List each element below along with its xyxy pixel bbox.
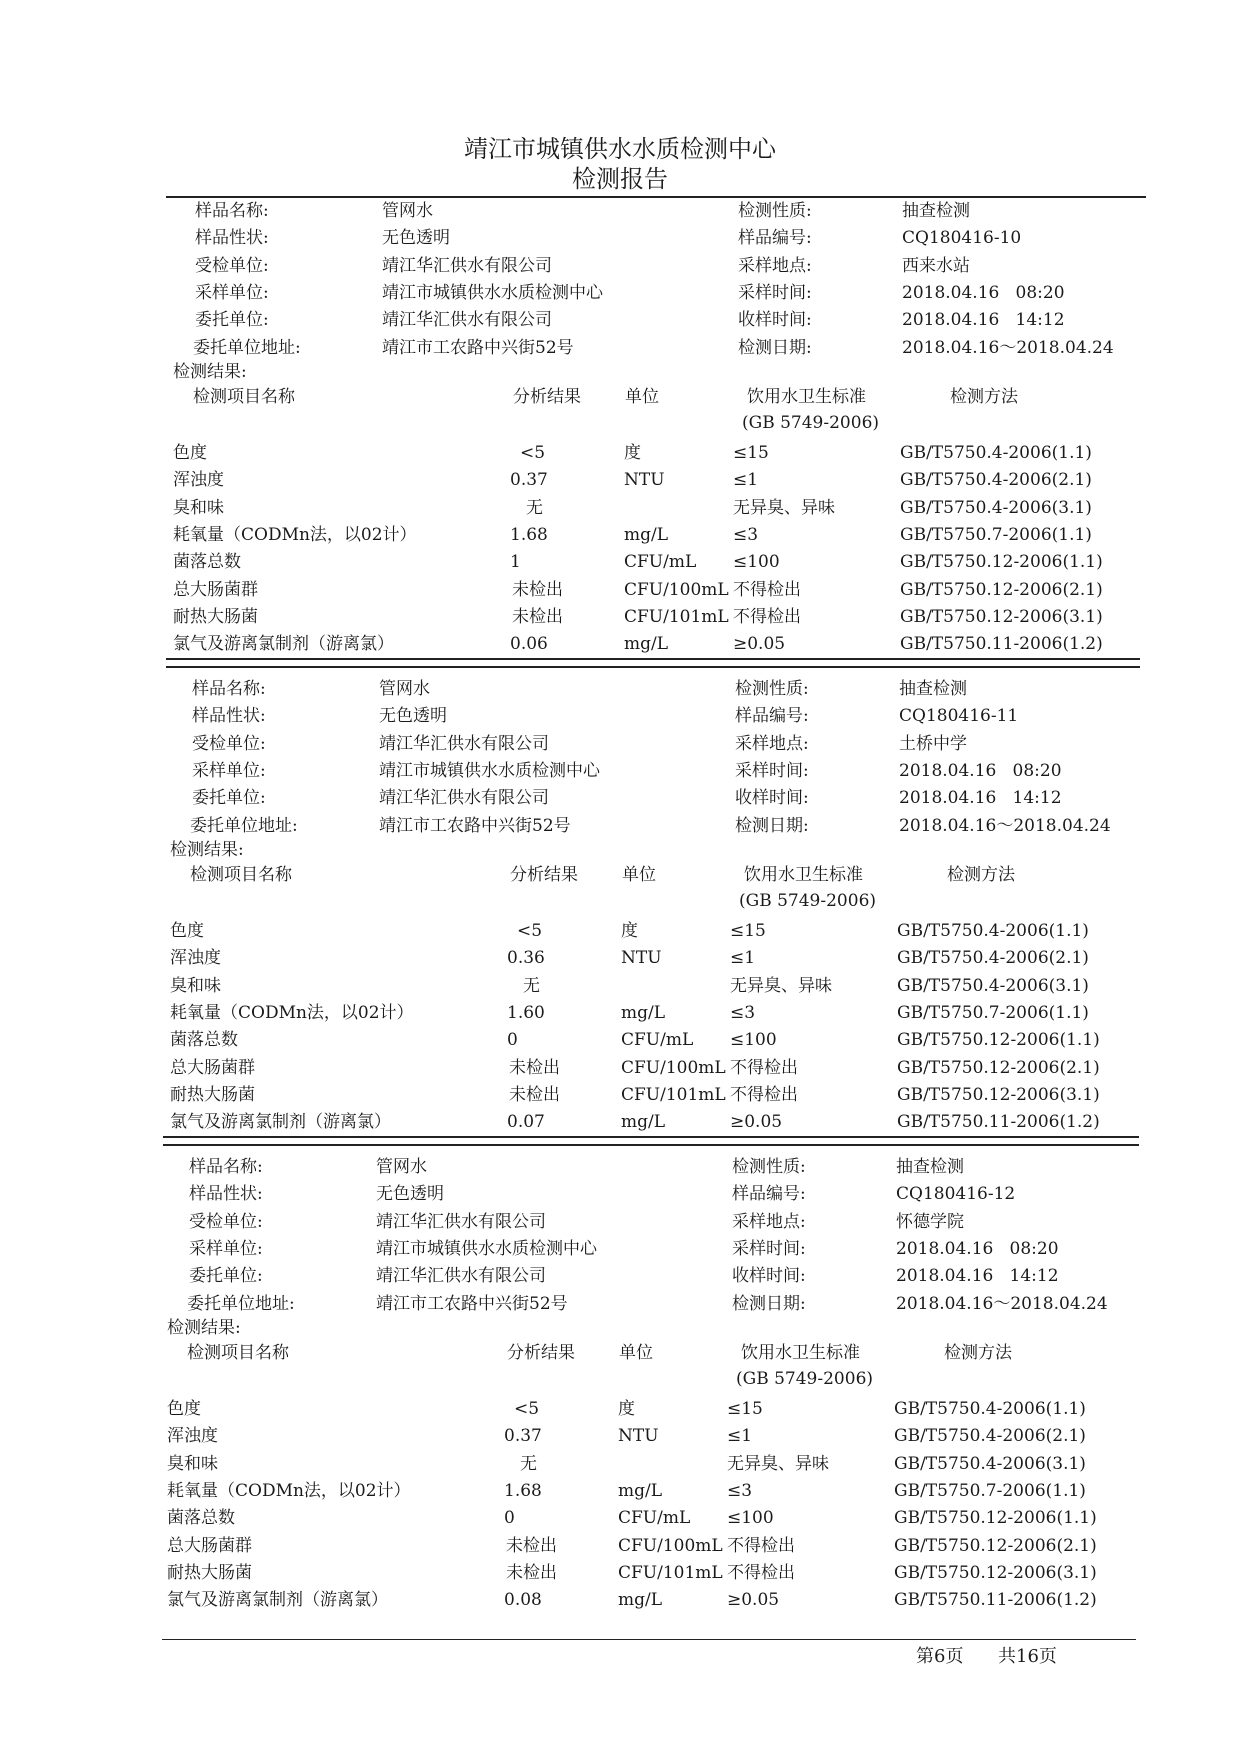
info-row	[0, 731, 1240, 758]
standard-value: ≤1	[733, 470, 759, 491]
sampling-time-label: 采样时间:	[738, 282, 812, 303]
sample-name-label: 样品名称:	[195, 201, 269, 221]
item-name: 菌落总数	[173, 552, 241, 573]
test-nature-value: 抽查检测	[899, 679, 967, 699]
result-value: 0	[504, 1508, 515, 1529]
result-value: 0	[507, 1030, 518, 1051]
sampling-unit-value: 靖江市城镇供水水质检测中心	[376, 1238, 597, 1259]
standard-value: ≥0.05	[727, 1590, 780, 1611]
sample-no-value: CQ180416-12	[896, 1184, 1016, 1205]
method-value: GB/T5750.12-2006(1.1)	[900, 552, 1103, 573]
sample-state-value: 无色透明	[376, 1184, 444, 1205]
sampling-site-value: 西来水站	[902, 255, 970, 276]
method-value: GB/T5750.7-2006(1.1)	[900, 524, 1092, 545]
info-row	[0, 703, 1240, 730]
sampling-unit-value: 靖江市城镇供水水质检测中心	[379, 760, 600, 781]
table-row	[0, 1505, 1240, 1532]
standard-value: 不得检出	[727, 1562, 795, 1583]
inspected-unit-value: 靖江华汇供水有限公司	[382, 255, 552, 276]
result-value: 未检出	[509, 1057, 560, 1078]
col-unit-header: 单位	[622, 865, 656, 885]
client-unit-label: 委托单位:	[192, 788, 266, 809]
col-standard-header: 饮用水卫生标准	[744, 865, 863, 885]
col-result-header: 分析结果	[510, 865, 578, 885]
unit-value: 度	[624, 443, 641, 463]
info-row	[0, 1154, 1240, 1181]
standard-value: ≤3	[733, 524, 759, 545]
sampling-site-label: 采样地点:	[732, 1211, 806, 1232]
client-address-value: 靖江市工农路中兴街52号	[379, 815, 571, 836]
column-header-row-2	[0, 410, 1240, 437]
test-date-label: 检测日期:	[738, 337, 812, 358]
unit-value: NTU	[618, 1426, 659, 1447]
method-value: GB/T5750.4-2006(1.1)	[900, 443, 1092, 463]
inspected-unit-label: 受检单位:	[189, 1211, 263, 1232]
test-nature-value: 抽查检测	[902, 201, 970, 221]
results-heading-row	[0, 1315, 1240, 1342]
standard-value: ≤3	[730, 1002, 756, 1023]
result-value: 未检出	[512, 579, 563, 600]
unit-value: CFU/mL	[621, 1030, 694, 1051]
standard-value: 无异臭、异味	[730, 975, 832, 996]
sampling-time-value: 2018.04.16 08:20	[896, 1238, 1059, 1259]
receiving-time-label: 收样时间:	[735, 788, 809, 809]
method-value: GB/T5750.11-2006(1.2)	[894, 1590, 1097, 1611]
info-row	[0, 198, 1240, 225]
client-unit-value: 靖江华汇供水有限公司	[376, 1266, 546, 1287]
sample-state-value: 无色透明	[379, 706, 447, 727]
sample-name-value: 管网水	[382, 201, 433, 221]
sampling-site-label: 采样地点:	[738, 255, 812, 276]
table-row	[0, 1055, 1240, 1082]
sample-state-label: 样品性状:	[192, 706, 266, 727]
results-heading-row	[0, 837, 1240, 864]
item-name: 浑浊度	[173, 470, 224, 491]
item-name: 浑浊度	[170, 948, 221, 969]
result-value: 无	[520, 1453, 537, 1474]
unit-value: mg/L	[624, 524, 669, 545]
sampling-time-value: 2018.04.16 08:20	[899, 760, 1062, 781]
result-value: 无	[526, 497, 543, 518]
method-value: GB/T5750.12-2006(3.1)	[897, 1084, 1100, 1105]
standard-value: 无异臭、异味	[733, 497, 835, 518]
item-name: 耗氧量（CODMn法，以02计）	[170, 1002, 414, 1023]
block-divider	[163, 1136, 1139, 1138]
sample-no-value: CQ180416-11	[899, 706, 1019, 727]
receiving-time-value: 2018.04.16 14:12	[902, 310, 1065, 331]
method-value: GB/T5750.11-2006(1.2)	[900, 634, 1103, 655]
info-row	[0, 1263, 1240, 1290]
unit-value: 度	[618, 1399, 635, 1419]
sampling-unit-label: 采样单位:	[195, 282, 269, 303]
test-nature-value: 抽查检测	[896, 1157, 964, 1177]
result-value: 0.37	[504, 1426, 542, 1447]
client-address-label: 委托单位地址:	[187, 1293, 295, 1314]
unit-value: CFU/100mL	[624, 579, 729, 600]
org-title: 靖江市城镇供水水质检测中心	[464, 135, 776, 163]
sample-state-label: 样品性状:	[195, 228, 269, 249]
item-name: 色度	[173, 443, 207, 463]
inspected-unit-value: 靖江华汇供水有限公司	[376, 1211, 546, 1232]
sampling-time-value: 2018.04.16 08:20	[902, 282, 1065, 303]
table-row	[0, 918, 1240, 945]
sampling-unit-value: 靖江市城镇供水水质检测中心	[382, 282, 603, 303]
column-header-row	[0, 862, 1240, 889]
item-name: 耗氧量（CODMn法，以02计）	[167, 1480, 411, 1501]
col-standard-header: 饮用水卫生标准	[741, 1343, 860, 1363]
unit-value: NTU	[624, 470, 665, 491]
standard-value: ≤100	[727, 1508, 774, 1529]
item-name: 耐热大肠菌	[170, 1084, 255, 1105]
item-name: 氯气及游离氯制剂（游离氯）	[167, 1590, 388, 1611]
item-name: 臭和味	[167, 1453, 218, 1474]
standard-value: 不得检出	[733, 579, 801, 600]
item-name: 耐热大肠菌	[173, 606, 258, 627]
method-value: GB/T5750.12-2006(3.1)	[900, 606, 1103, 627]
result-value: <5	[517, 921, 543, 941]
method-value: GB/T5750.7-2006(1.1)	[894, 1480, 1086, 1501]
info-row	[0, 307, 1240, 334]
unit-value: CFU/101mL	[621, 1084, 726, 1105]
table-row	[0, 1478, 1240, 1505]
col-standard-header: 饮用水卫生标准	[747, 387, 866, 407]
info-row	[0, 1236, 1240, 1263]
col-method-header: 检测方法	[947, 865, 1015, 885]
item-name: 菌落总数	[170, 1030, 238, 1051]
result-value: <5	[514, 1399, 540, 1419]
results-heading-row	[0, 359, 1240, 386]
sampling-site-label: 采样地点:	[735, 733, 809, 754]
item-name: 臭和味	[173, 497, 224, 518]
block-divider	[166, 658, 1140, 660]
table-row	[0, 1587, 1240, 1614]
sampling-time-label: 采样时间:	[735, 760, 809, 781]
unit-value: CFU/mL	[618, 1508, 691, 1529]
standard-value: 不得检出	[733, 606, 801, 627]
table-row	[0, 577, 1240, 604]
standard-value: ≥0.05	[733, 634, 786, 655]
inspected-unit-value: 靖江华汇供水有限公司	[379, 733, 549, 754]
standard-value: 不得检出	[727, 1535, 795, 1556]
item-name: 总大肠菌群	[167, 1535, 252, 1556]
table-row	[0, 549, 1240, 576]
client-address-label: 委托单位地址:	[193, 337, 301, 358]
item-name: 氯气及游离氯制剂（游离氯）	[173, 634, 394, 655]
table-row	[0, 1082, 1240, 1109]
client-unit-value: 靖江华汇供水有限公司	[382, 310, 552, 331]
method-value: GB/T5750.4-2006(3.1)	[900, 497, 1092, 518]
col-standard-ref: (GB 5749-2006)	[736, 1369, 874, 1389]
results-label: 检测结果:	[167, 1318, 241, 1338]
info-row	[0, 1209, 1240, 1236]
sampling-unit-label: 采样单位:	[192, 760, 266, 781]
unit-value: NTU	[621, 948, 662, 969]
unit-value: mg/L	[624, 634, 669, 655]
column-header-row-2	[0, 888, 1240, 915]
block-divider	[163, 1144, 1139, 1146]
method-value: GB/T5750.12-2006(1.1)	[894, 1508, 1097, 1529]
sample-name-label: 样品名称:	[192, 679, 266, 699]
result-value: 未检出	[506, 1562, 557, 1583]
method-value: GB/T5750.11-2006(1.2)	[897, 1112, 1100, 1133]
method-value: GB/T5750.4-2006(3.1)	[897, 975, 1089, 996]
page-total: 共16页	[998, 1646, 1057, 1667]
standard-value: ≤3	[727, 1480, 753, 1501]
table-row	[0, 1560, 1240, 1587]
standard-value: ≤1	[730, 948, 756, 969]
client-unit-label: 委托单位:	[195, 310, 269, 331]
receiving-time-value: 2018.04.16 14:12	[896, 1266, 1059, 1287]
client-unit-value: 靖江华汇供水有限公司	[379, 788, 549, 809]
unit-value: mg/L	[618, 1480, 663, 1501]
table-row	[0, 1533, 1240, 1560]
sample-name-value: 管网水	[376, 1157, 427, 1177]
result-value: 0.07	[507, 1112, 545, 1133]
standard-value: ≤1	[727, 1426, 753, 1447]
item-name: 耗氧量（CODMn法，以02计）	[173, 524, 417, 545]
divider-bottom	[162, 1639, 1136, 1640]
result-value: 未检出	[506, 1535, 557, 1556]
standard-value: ≤100	[730, 1030, 777, 1051]
table-row	[0, 1109, 1240, 1136]
unit-value: CFU/101mL	[624, 606, 729, 627]
col-standard-ref: (GB 5749-2006)	[742, 413, 880, 433]
item-name: 氯气及游离氯制剂（游离氯）	[170, 1112, 391, 1133]
method-value: GB/T5750.4-2006(2.1)	[900, 470, 1092, 491]
table-row	[0, 495, 1240, 522]
standard-value: ≥0.05	[730, 1112, 783, 1133]
item-name: 耐热大肠菌	[167, 1562, 252, 1583]
item-name: 色度	[170, 921, 204, 941]
test-nature-label: 检测性质:	[735, 679, 809, 699]
standard-value: 不得检出	[730, 1084, 798, 1105]
info-row	[0, 225, 1240, 252]
result-value: 0.08	[504, 1590, 542, 1611]
result-value: 1	[510, 552, 521, 573]
test-date-value: 2018.04.16～2018.04.24	[902, 337, 1114, 358]
inspected-unit-label: 受检单位:	[192, 733, 266, 754]
unit-value: mg/L	[621, 1002, 666, 1023]
standard-value: ≤15	[727, 1399, 763, 1419]
results-label: 检测结果:	[170, 840, 244, 860]
client-address-label: 委托单位地址:	[190, 815, 298, 836]
col-result-header: 分析结果	[507, 1343, 575, 1363]
result-value: 1.68	[510, 524, 548, 545]
report-title: 检测报告	[572, 165, 668, 193]
col-unit-header: 单位	[625, 387, 659, 407]
col-standard-ref: (GB 5749-2006)	[739, 891, 877, 911]
result-value: 0.37	[510, 470, 548, 491]
method-value: GB/T5750.4-2006(2.1)	[894, 1426, 1086, 1447]
unit-value: mg/L	[618, 1590, 663, 1611]
info-row	[0, 1291, 1240, 1318]
column-header-row	[0, 1340, 1240, 1367]
info-row	[0, 785, 1240, 812]
sampling-time-label: 采样时间:	[732, 1238, 806, 1259]
standard-value: 不得检出	[730, 1057, 798, 1078]
info-row	[0, 253, 1240, 280]
info-row	[0, 758, 1240, 785]
unit-value: 度	[621, 921, 638, 941]
sample-no-label: 样品编号:	[735, 706, 809, 727]
sample-name-label: 样品名称:	[189, 1157, 263, 1177]
sample-name-value: 管网水	[379, 679, 430, 699]
item-name: 总大肠菌群	[173, 579, 258, 600]
standard-value: ≤15	[730, 921, 766, 941]
results-label: 检测结果:	[173, 362, 247, 382]
col-result-header: 分析结果	[513, 387, 581, 407]
standard-value: ≤100	[733, 552, 780, 573]
col-unit-header: 单位	[619, 1343, 653, 1363]
method-value: GB/T5750.4-2006(1.1)	[894, 1399, 1086, 1419]
method-value: GB/T5750.12-2006(1.1)	[897, 1030, 1100, 1051]
receiving-time-label: 收样时间:	[732, 1266, 806, 1287]
table-row	[0, 467, 1240, 494]
info-row	[0, 676, 1240, 703]
result-value: 1.60	[507, 1002, 545, 1023]
test-nature-label: 检测性质:	[738, 201, 812, 221]
unit-value: CFU/100mL	[618, 1535, 723, 1556]
standard-value: 无异臭、异味	[727, 1453, 829, 1474]
receiving-time-value: 2018.04.16 14:12	[899, 788, 1062, 809]
sample-no-value: CQ180416-10	[902, 228, 1022, 249]
sample-state-value: 无色透明	[382, 228, 450, 249]
table-row	[0, 440, 1240, 467]
method-value: GB/T5750.12-2006(2.1)	[894, 1535, 1097, 1556]
method-value: GB/T5750.7-2006(1.1)	[897, 1002, 1089, 1023]
table-row	[0, 522, 1240, 549]
info-row	[0, 280, 1240, 307]
test-date-value: 2018.04.16～2018.04.24	[896, 1293, 1108, 1314]
client-unit-label: 委托单位:	[189, 1266, 263, 1287]
result-value: <5	[520, 443, 546, 463]
item-name: 总大肠菌群	[170, 1057, 255, 1078]
unit-value: CFU/101mL	[618, 1562, 723, 1583]
item-name: 色度	[167, 1399, 201, 1419]
result-value: 无	[523, 975, 540, 996]
sample-no-label: 样品编号:	[738, 228, 812, 249]
receiving-time-label: 收样时间:	[738, 310, 812, 331]
method-value: GB/T5750.4-2006(2.1)	[897, 948, 1089, 969]
method-value: GB/T5750.4-2006(1.1)	[897, 921, 1089, 941]
block-divider	[166, 666, 1140, 668]
table-row	[0, 1396, 1240, 1423]
table-row	[0, 1027, 1240, 1054]
sampling-site-value: 土桥中学	[899, 733, 967, 754]
sample-state-label: 样品性状:	[189, 1184, 263, 1205]
column-header-row	[0, 384, 1240, 411]
unit-value: CFU/mL	[624, 552, 697, 573]
inspected-unit-label: 受检单位:	[195, 255, 269, 276]
sampling-unit-label: 采样单位:	[189, 1238, 263, 1259]
client-address-value: 靖江市工农路中兴街52号	[382, 337, 574, 358]
test-date-label: 检测日期:	[732, 1293, 806, 1314]
method-value: GB/T5750.12-2006(2.1)	[897, 1057, 1100, 1078]
result-value: 1.68	[504, 1480, 542, 1501]
method-value: GB/T5750.12-2006(3.1)	[894, 1562, 1097, 1583]
info-row	[0, 1181, 1240, 1208]
test-date-label: 检测日期:	[735, 815, 809, 836]
col-item-header: 检测项目名称	[190, 865, 292, 885]
table-row	[0, 945, 1240, 972]
table-row	[0, 1423, 1240, 1450]
table-row	[0, 973, 1240, 1000]
info-row	[0, 335, 1240, 362]
table-row	[0, 1000, 1240, 1027]
info-row	[0, 813, 1240, 840]
method-value: GB/T5750.12-2006(2.1)	[900, 579, 1103, 600]
col-item-header: 检测项目名称	[193, 387, 295, 407]
item-name: 菌落总数	[167, 1508, 235, 1529]
col-item-header: 检测项目名称	[187, 1343, 289, 1363]
table-row	[0, 631, 1240, 658]
table-row	[0, 1451, 1240, 1478]
result-value: 未检出	[509, 1084, 560, 1105]
test-nature-label: 检测性质:	[732, 1157, 806, 1177]
test-date-value: 2018.04.16～2018.04.24	[899, 815, 1111, 836]
col-method-header: 检测方法	[944, 1343, 1012, 1363]
sampling-site-value: 怀德学院	[896, 1211, 964, 1232]
unit-value: mg/L	[621, 1112, 666, 1133]
col-method-header: 检测方法	[950, 387, 1018, 407]
page-number: 第6页	[916, 1646, 964, 1667]
column-header-row-2	[0, 1366, 1240, 1393]
client-address-value: 靖江市工农路中兴街52号	[376, 1293, 568, 1314]
item-name: 浑浊度	[167, 1426, 218, 1447]
unit-value: CFU/100mL	[621, 1057, 726, 1078]
result-value: 0.36	[507, 948, 545, 969]
sample-no-label: 样品编号:	[732, 1184, 806, 1205]
result-value: 0.06	[510, 634, 548, 655]
table-row	[0, 604, 1240, 631]
standard-value: ≤15	[733, 443, 769, 463]
item-name: 臭和味	[170, 975, 221, 996]
method-value: GB/T5750.4-2006(3.1)	[894, 1453, 1086, 1474]
result-value: 未检出	[512, 606, 563, 627]
